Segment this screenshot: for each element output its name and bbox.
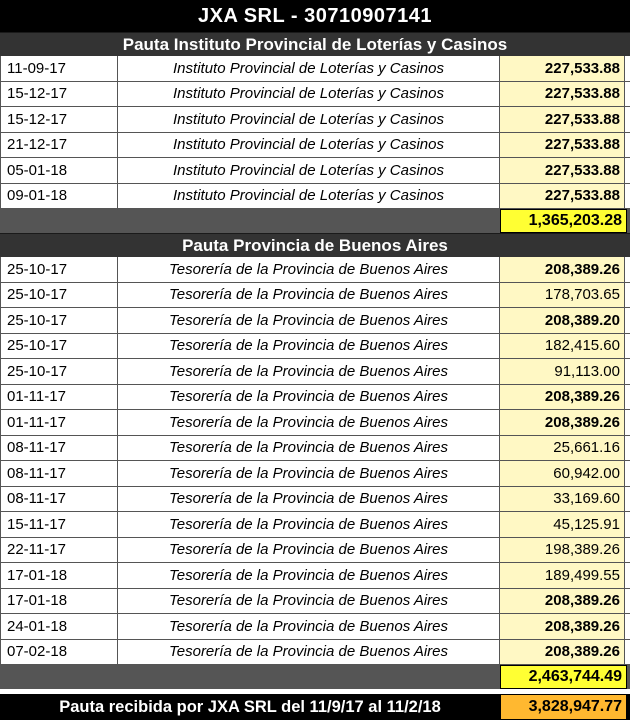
table-row — [0, 82, 630, 108]
section-header-loterias: Pauta Instituto Provincial de Loterías y Casinos — [0, 32, 630, 56]
entity-cell: Instituto Provincial de Loterías y Casinos — [118, 56, 500, 81]
date-cell: 25-10-17 — [0, 283, 118, 308]
entity-cell: Tesorería de la Provincia de Buenos Aires — [118, 410, 500, 435]
table-row — [0, 56, 630, 82]
table-row — [0, 107, 630, 133]
entity-cell: Tesorería de la Provincia de Buenos Aires — [118, 436, 500, 461]
date-cell: 08-11-17 — [0, 461, 118, 486]
entity-cell: Tesorería de la Provincia de Buenos Aires — [118, 308, 500, 333]
table-row — [0, 257, 630, 283]
table-row — [0, 436, 630, 462]
date-cell: 25-10-17 — [0, 334, 118, 359]
date-cell: 15-12-17 — [0, 82, 118, 107]
date-cell: 07-02-18 — [0, 640, 118, 665]
grand-total-row — [0, 694, 630, 720]
date-cell: 05-01-18 — [0, 158, 118, 183]
table-row — [0, 410, 630, 436]
entity-cell: Tesorería de la Provincia de Buenos Aires — [118, 487, 500, 512]
entity-cell: Instituto Provincial de Loterías y Casinos — [118, 82, 500, 107]
table-row — [0, 563, 630, 589]
entity-cell: Tesorería de la Provincia de Buenos Aires — [118, 563, 500, 588]
amount-cell: 227,533.88 — [500, 184, 625, 209]
date-cell: 25-10-17 — [0, 359, 118, 384]
amount-cell: 208,389.26 — [500, 257, 625, 282]
amount-cell: 189,499.55 — [500, 563, 625, 588]
entity-cell: Tesorería de la Provincia de Buenos Aires — [118, 461, 500, 486]
table-row — [0, 334, 630, 360]
date-cell: 24-01-18 — [0, 614, 118, 639]
entity-cell: Instituto Provincial de Loterías y Casinos — [118, 184, 500, 209]
date-cell: 21-12-17 — [0, 133, 118, 158]
entity-cell: Tesorería de la Provincia de Buenos Aires — [118, 589, 500, 614]
table-row — [0, 487, 630, 513]
grand-total-amount: 3,828,947.77 — [500, 694, 627, 720]
entity-cell: Tesorería de la Provincia de Buenos Aires — [118, 257, 500, 282]
table-row — [0, 614, 630, 640]
table-row — [0, 283, 630, 309]
entity-cell: Tesorería de la Provincia de Buenos Aires — [118, 640, 500, 665]
amount-cell: 208,389.26 — [500, 640, 625, 665]
amount-cell: 208,389.26 — [500, 385, 625, 410]
amount-cell: 178,703.65 — [500, 283, 625, 308]
date-cell: 08-11-17 — [0, 436, 118, 461]
date-cell: 25-10-17 — [0, 257, 118, 282]
table-row — [0, 359, 630, 385]
subtotal-amount-buenos-aires: 2,463,744.49 — [500, 665, 627, 689]
entity-cell: Instituto Provincial de Loterías y Casinos — [118, 107, 500, 132]
amount-cell: 91,113.00 — [500, 359, 625, 384]
amount-cell: 208,389.26 — [500, 614, 625, 639]
amount-cell: 227,533.88 — [500, 107, 625, 132]
amount-cell: 227,533.88 — [500, 56, 625, 81]
amount-cell: 198,389.26 — [500, 538, 625, 563]
entity-cell: Tesorería de la Provincia de Buenos Aires — [118, 538, 500, 563]
entity-cell: Instituto Provincial de Loterías y Casinos — [118, 133, 500, 158]
date-cell: 11-09-17 — [0, 56, 118, 81]
amount-cell: 25,661.16 — [500, 436, 625, 461]
amount-cell: 208,389.26 — [500, 410, 625, 435]
entity-cell: Tesorería de la Provincia de Buenos Aires — [118, 359, 500, 384]
subtotal-row-loterias — [0, 209, 630, 233]
amount-cell: 208,389.20 — [500, 308, 625, 333]
table-row — [0, 538, 630, 564]
date-cell: 17-01-18 — [0, 563, 118, 588]
amount-cell: 45,125.91 — [500, 512, 625, 537]
entity-cell: Instituto Provincial de Loterías y Casinos — [118, 158, 500, 183]
entity-cell: Tesorería de la Provincia de Buenos Aires — [118, 385, 500, 410]
subtotal-row-buenos-aires — [0, 665, 630, 689]
entity-cell: Tesorería de la Provincia de Buenos Aires — [118, 614, 500, 639]
table-row — [0, 133, 630, 159]
amount-cell: 182,415.60 — [500, 334, 625, 359]
date-cell: 25-10-17 — [0, 308, 118, 333]
table-row — [0, 589, 630, 615]
subtotal-amount-loterias: 1,365,203.28 — [500, 209, 627, 233]
date-cell: 15-12-17 — [0, 107, 118, 132]
date-cell: 08-11-17 — [0, 487, 118, 512]
page-title: JXA SRL - 30710907141 — [0, 0, 630, 32]
section-header-buenos-aires: Pauta Provincia de Buenos Aires — [0, 233, 630, 257]
table-row — [0, 385, 630, 411]
amount-cell: 227,533.88 — [500, 158, 625, 183]
grand-total-label: Pauta recibida por JXA SRL del 11/9/17 al 11/2/18 — [59, 697, 441, 716]
table-row — [0, 308, 630, 334]
table-row — [0, 158, 630, 184]
table-row — [0, 184, 630, 210]
date-cell: 15-11-17 — [0, 512, 118, 537]
entity-cell: Tesorería de la Provincia de Buenos Aires — [118, 512, 500, 537]
amount-cell: 227,533.88 — [500, 133, 625, 158]
table-row — [0, 461, 630, 487]
entity-cell: Tesorería de la Provincia de Buenos Aires — [118, 334, 500, 359]
table-row — [0, 640, 630, 666]
date-cell: 22-11-17 — [0, 538, 118, 563]
amount-cell: 227,533.88 — [500, 82, 625, 107]
date-cell: 09-01-18 — [0, 184, 118, 209]
amount-cell: 208,389.26 — [500, 589, 625, 614]
date-cell: 01-11-17 — [0, 410, 118, 435]
amount-cell: 60,942.00 — [500, 461, 625, 486]
entity-cell: Tesorería de la Provincia de Buenos Aires — [118, 283, 500, 308]
table-row — [0, 512, 630, 538]
amount-cell: 33,169.60 — [500, 487, 625, 512]
date-cell: 01-11-17 — [0, 385, 118, 410]
date-cell: 17-01-18 — [0, 589, 118, 614]
